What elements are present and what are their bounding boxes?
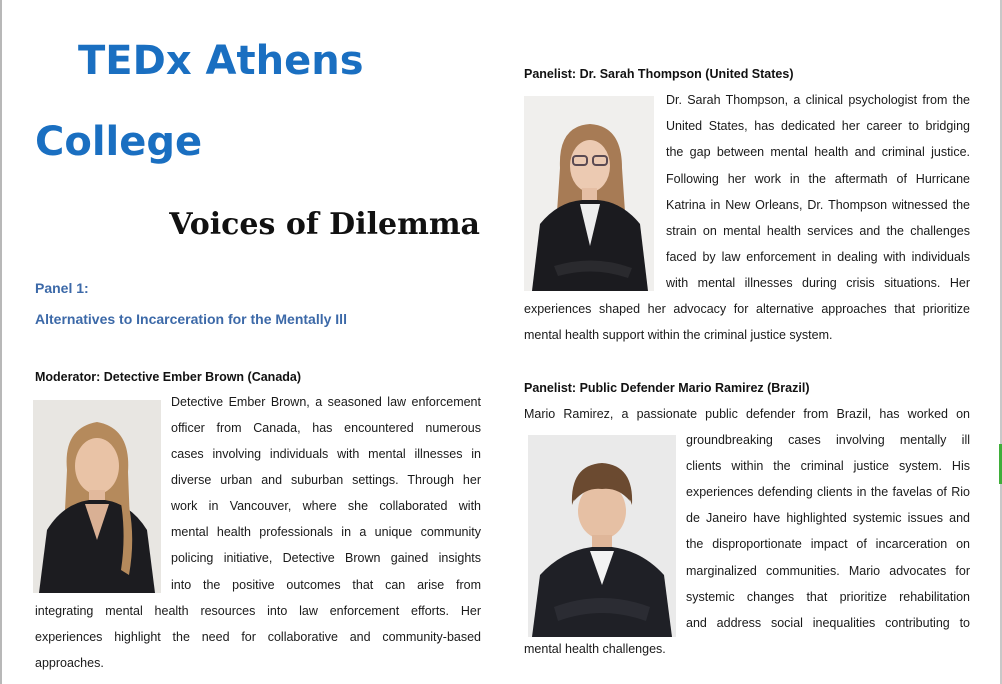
bio-line: groundbreaking cases involving mentally ill xyxy=(686,433,970,447)
bio-line: policing initiative, Detective Brown gained insights xyxy=(171,551,481,565)
panelist1-photo xyxy=(524,96,654,291)
bio-line: mental health professionals in a unique community xyxy=(171,525,481,539)
bio-line: strain on mental health services and the challenges xyxy=(666,224,970,238)
page-subtitle: Voices of Dilemma xyxy=(169,207,480,242)
bio-line: officer from Canada, has encountered numerous xyxy=(171,421,481,435)
bio-line: clients within the criminal justice system. His xyxy=(686,459,970,473)
bio-line: with mental illnesses during crisis situations. Her xyxy=(666,276,970,290)
panelist2-bio-intro: Mario Ramirez, a passionate public defender from Brazil, has worked on xyxy=(524,407,970,421)
bio-line: Katrina in New Orleans, Dr. Thompson witnessed the xyxy=(666,198,970,212)
bio-line: Following her work in the aftermath of Hurricane xyxy=(666,172,970,186)
moderator-heading: Moderator: Detective Ember Brown (Canada) xyxy=(35,370,302,384)
bio-line: the gap between mental health and criminal justice. xyxy=(666,145,970,159)
bio-line: approaches. xyxy=(35,656,104,670)
bio-line: systemic changes that prioritize rehabilitation xyxy=(686,590,970,604)
bio-line: cases involving individuals with mental illnesses in xyxy=(171,447,481,461)
bio-line: Dr. Sarah Thompson, a clinical psychologist from the xyxy=(666,93,970,107)
bio-line: marginalized communities. Mario advocates for xyxy=(686,564,970,578)
bio-line: experiences defending clients in the favelas of Rio xyxy=(686,485,970,499)
bio-line: mental health challenges. xyxy=(524,642,666,656)
panelist2-heading: Panelist: Public Defender Mario Ramirez (Brazil) xyxy=(524,381,810,395)
bio-line: de Janeiro have highlighted systemic issues and xyxy=(686,511,970,525)
panelist2-photo xyxy=(528,435,676,637)
moderator-photo xyxy=(33,400,161,593)
bio-line: diverse urban and suburban settings. Through her xyxy=(171,473,481,487)
bio-line: into the positive outcomes that can arise from xyxy=(171,578,481,592)
bio-line: Detective Ember Brown, a seasoned law enforcement xyxy=(171,395,481,409)
page-edge-left xyxy=(0,0,2,684)
bio-line: mental health support within the criminal justice system. xyxy=(524,328,833,342)
bio-line: the disproportionate impact of incarceration on xyxy=(686,537,970,551)
panel-title: Alternatives to Incarceration for the Mentally Ill xyxy=(35,311,347,327)
bio-line: and address social inequalities contributing to xyxy=(686,616,970,630)
panelist1-heading: Panelist: Dr. Sarah Thompson (United States) xyxy=(524,67,794,81)
bio-line: work in Vancouver, where she collaborated with xyxy=(171,499,481,513)
bio-line: faced by law enforcement in dealing with individuals xyxy=(666,250,970,264)
panel-number: Panel 1: xyxy=(35,280,89,296)
bio-line: integrating mental health resources into law enforcement efforts. Her xyxy=(35,604,481,618)
page-title-line2: College xyxy=(35,119,203,165)
bio-line: experiences highlight the need for collaborative and community-based xyxy=(35,630,481,644)
bio-line: United States, has dedicated her career to bridging xyxy=(666,119,970,133)
bio-line: experiences shaped her advocacy for alternative approaches that prioritize xyxy=(524,302,970,316)
page-title-line1: TEDx Athens xyxy=(78,38,364,84)
